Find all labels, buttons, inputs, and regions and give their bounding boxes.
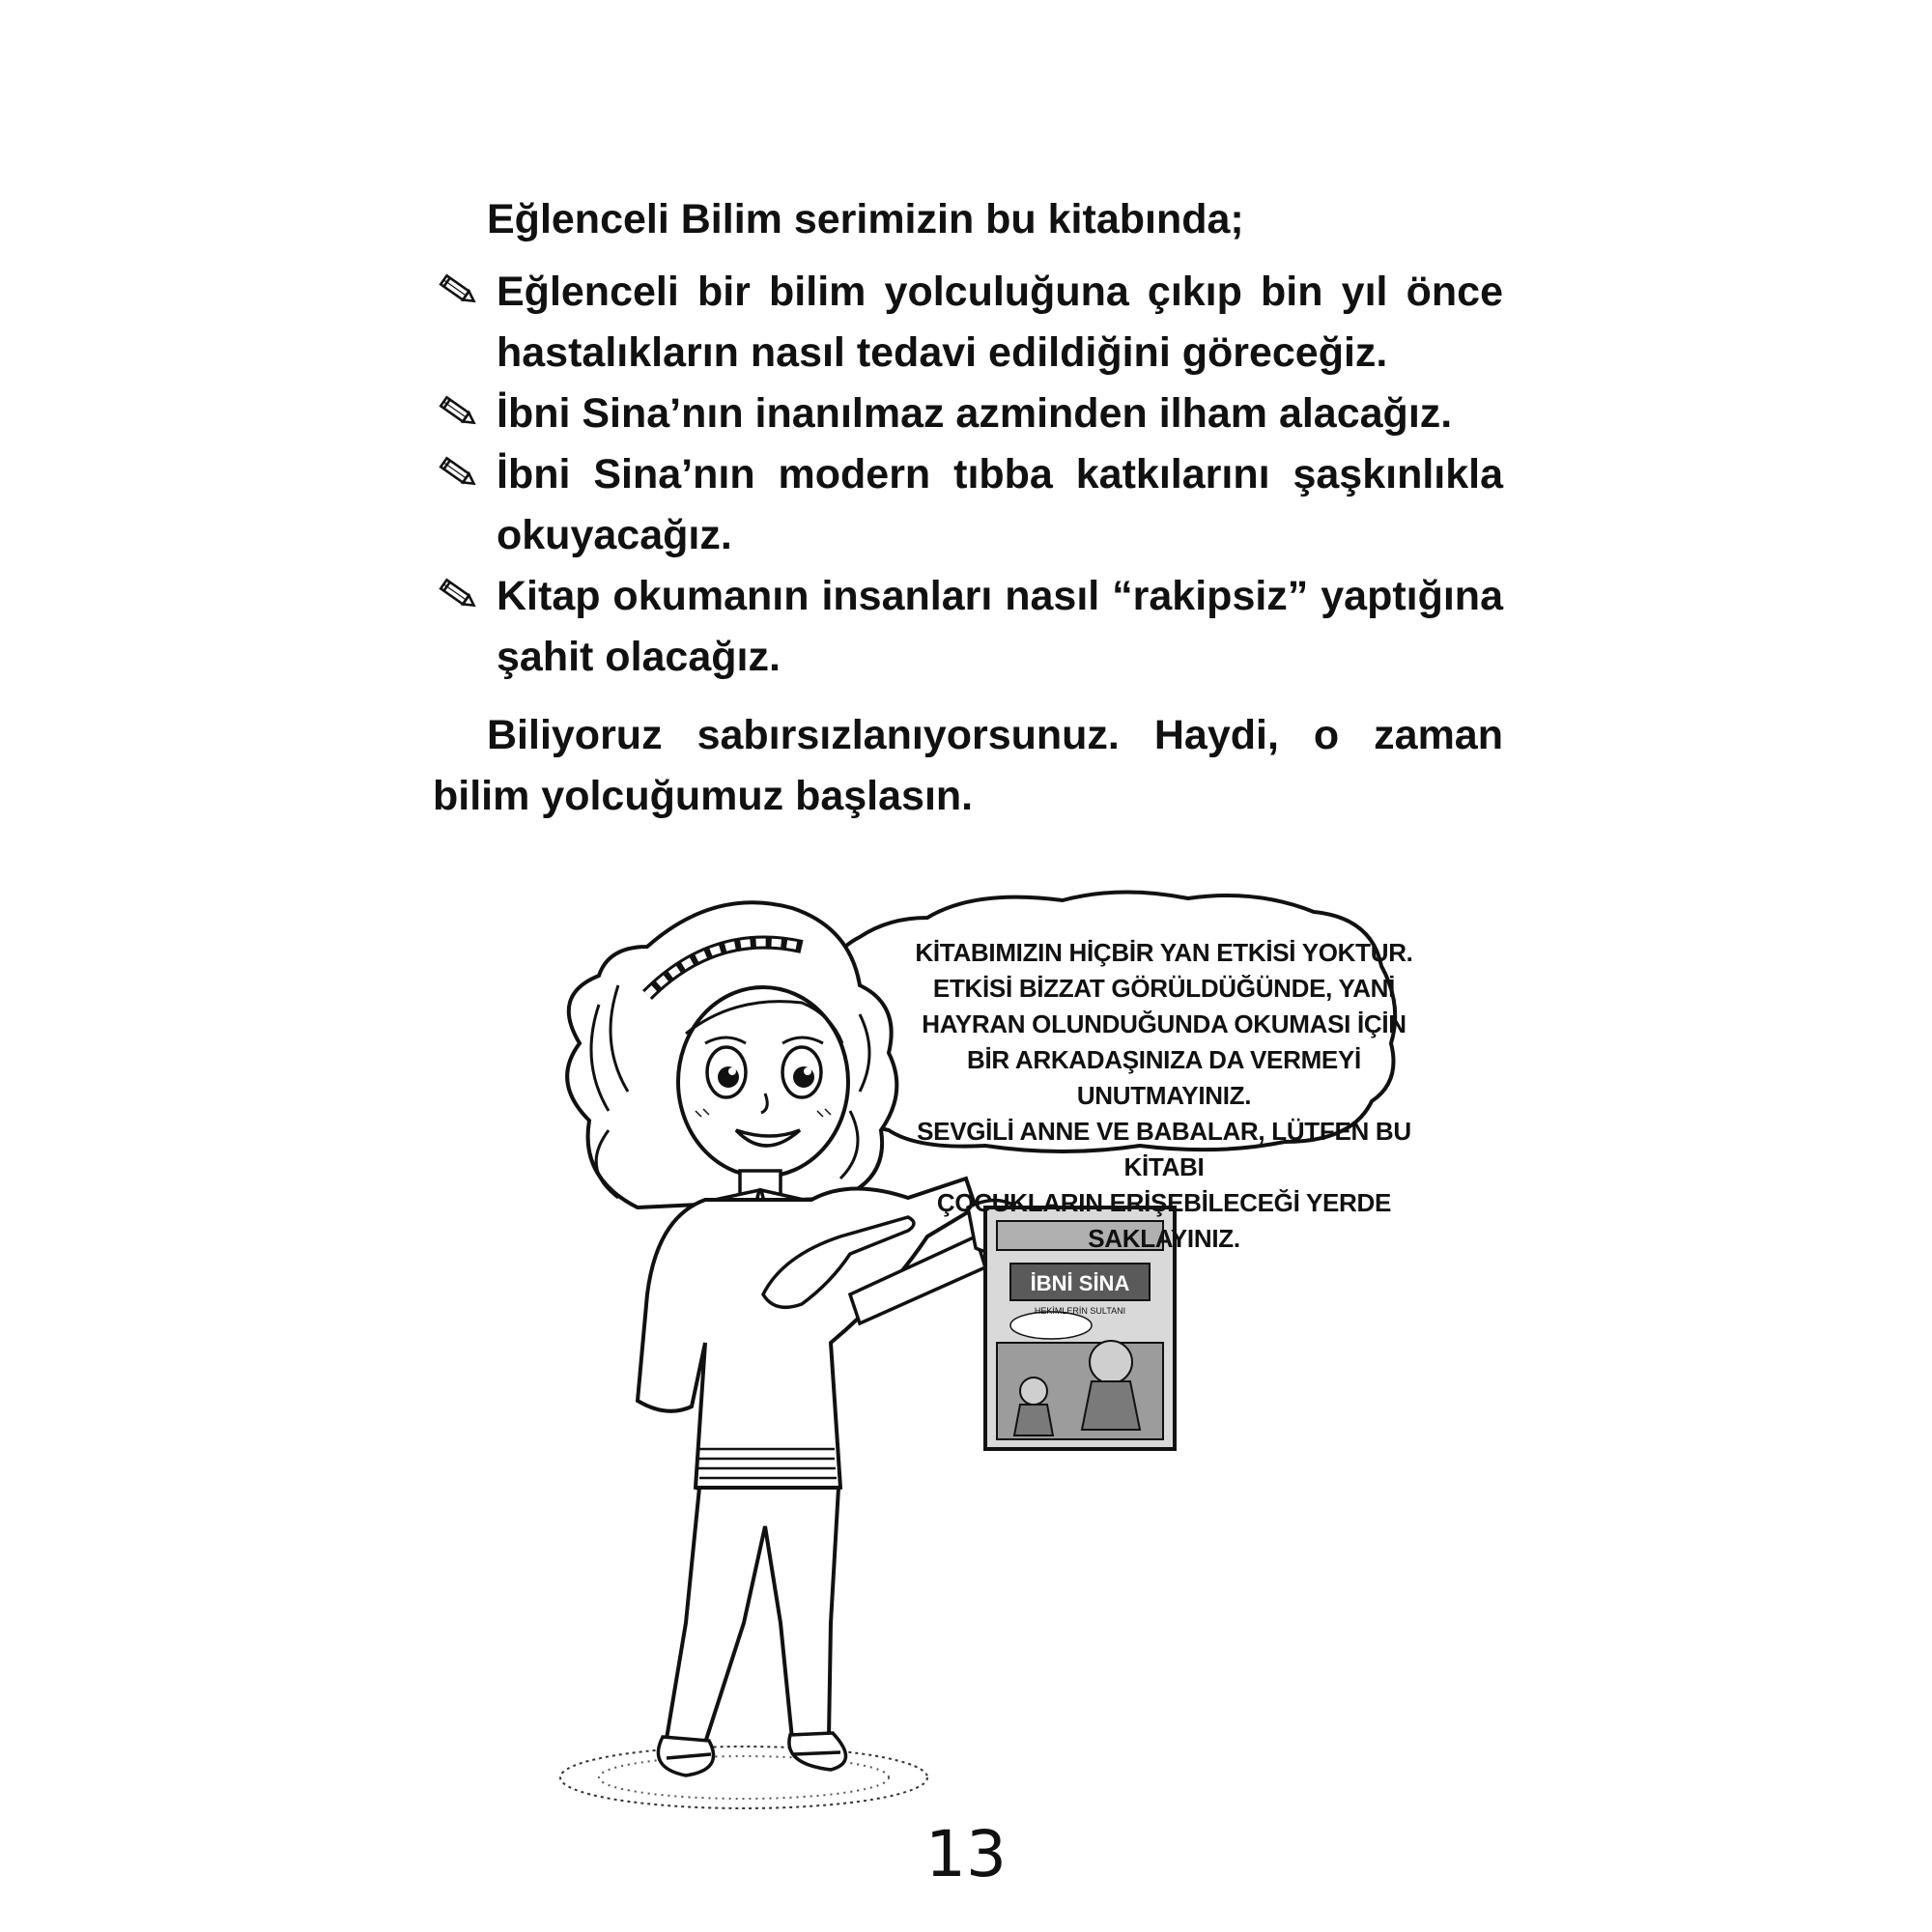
outro-paragraph: Biliyoruz sabırsızlanıyorsunuz. Haydi, o zaman bilim yolcuğumuz başlasın.: [433, 712, 1503, 819]
page-body-text: [433, 189, 1503, 827]
page-number: 13: [925, 1817, 1007, 1891]
shoes: [658, 1733, 845, 1776]
bullet-text: Eğlenceli bir bilim yolculuğuna çıkıp bin yıl önce hastalıkların nasıl tedavi edildiğini göreceğiz.: [497, 269, 1503, 376]
pencil-icon: [433, 448, 481, 497]
bubble-line: KİTABIMIZIN HİÇBİR YAN ETKİSİ YOKTUR.: [915, 938, 1413, 967]
book-subtitle: HEKİMLERİN SULTANI: [1034, 1306, 1126, 1316]
list-item: [433, 262, 1503, 384]
bubble-line: ETKİSİ BİZZAT GÖRÜLDÜĞÜNDE, YANİ: [932, 974, 1396, 1003]
bubble-line: HAYRAN OLUNDUĞUNDA OKUMASI İÇİN: [922, 1009, 1406, 1038]
pants: [667, 1488, 838, 1743]
bubble-line: BİR ARKADAŞINIZA DA VERMEYİ UNUTMAYINIZ.: [967, 1045, 1361, 1110]
list-item: [433, 384, 1503, 444]
bullet-text: İbni Sina’nın inanılmaz azminden ilham alacağız.: [497, 390, 1453, 437]
bubble-line: ÇOCUKLARIN ERİŞEBİLECEĞİ YERDE SAKLAYINIZ.: [936, 1188, 1392, 1253]
bullet-list: [433, 262, 1503, 688]
bullet-text: İbni Sina’nın modern tıbba katkılarını şaşkınlıkla okuyacağız.: [497, 451, 1503, 558]
list-item: [433, 444, 1503, 566]
speech-bubble-text: [903, 935, 1425, 1257]
list-item: [433, 566, 1503, 688]
pencil-icon: [433, 387, 481, 436]
intro-paragraph: Eğlenceli Bilim serimizin bu kitabında;: [487, 196, 1244, 242]
pencil-icon: [433, 570, 481, 618]
book-title: İBNİ SİNA: [1030, 1271, 1130, 1295]
pencil-icon: [433, 266, 481, 314]
bullet-text: Kitap okumanın insanları nasıl “rakipsiz” yaptığına şahit olacağız.: [497, 573, 1503, 680]
bubble-line: SEVGİLİ ANNE VE BABALAR, LÜTFEN BU KİTABI: [917, 1117, 1411, 1181]
